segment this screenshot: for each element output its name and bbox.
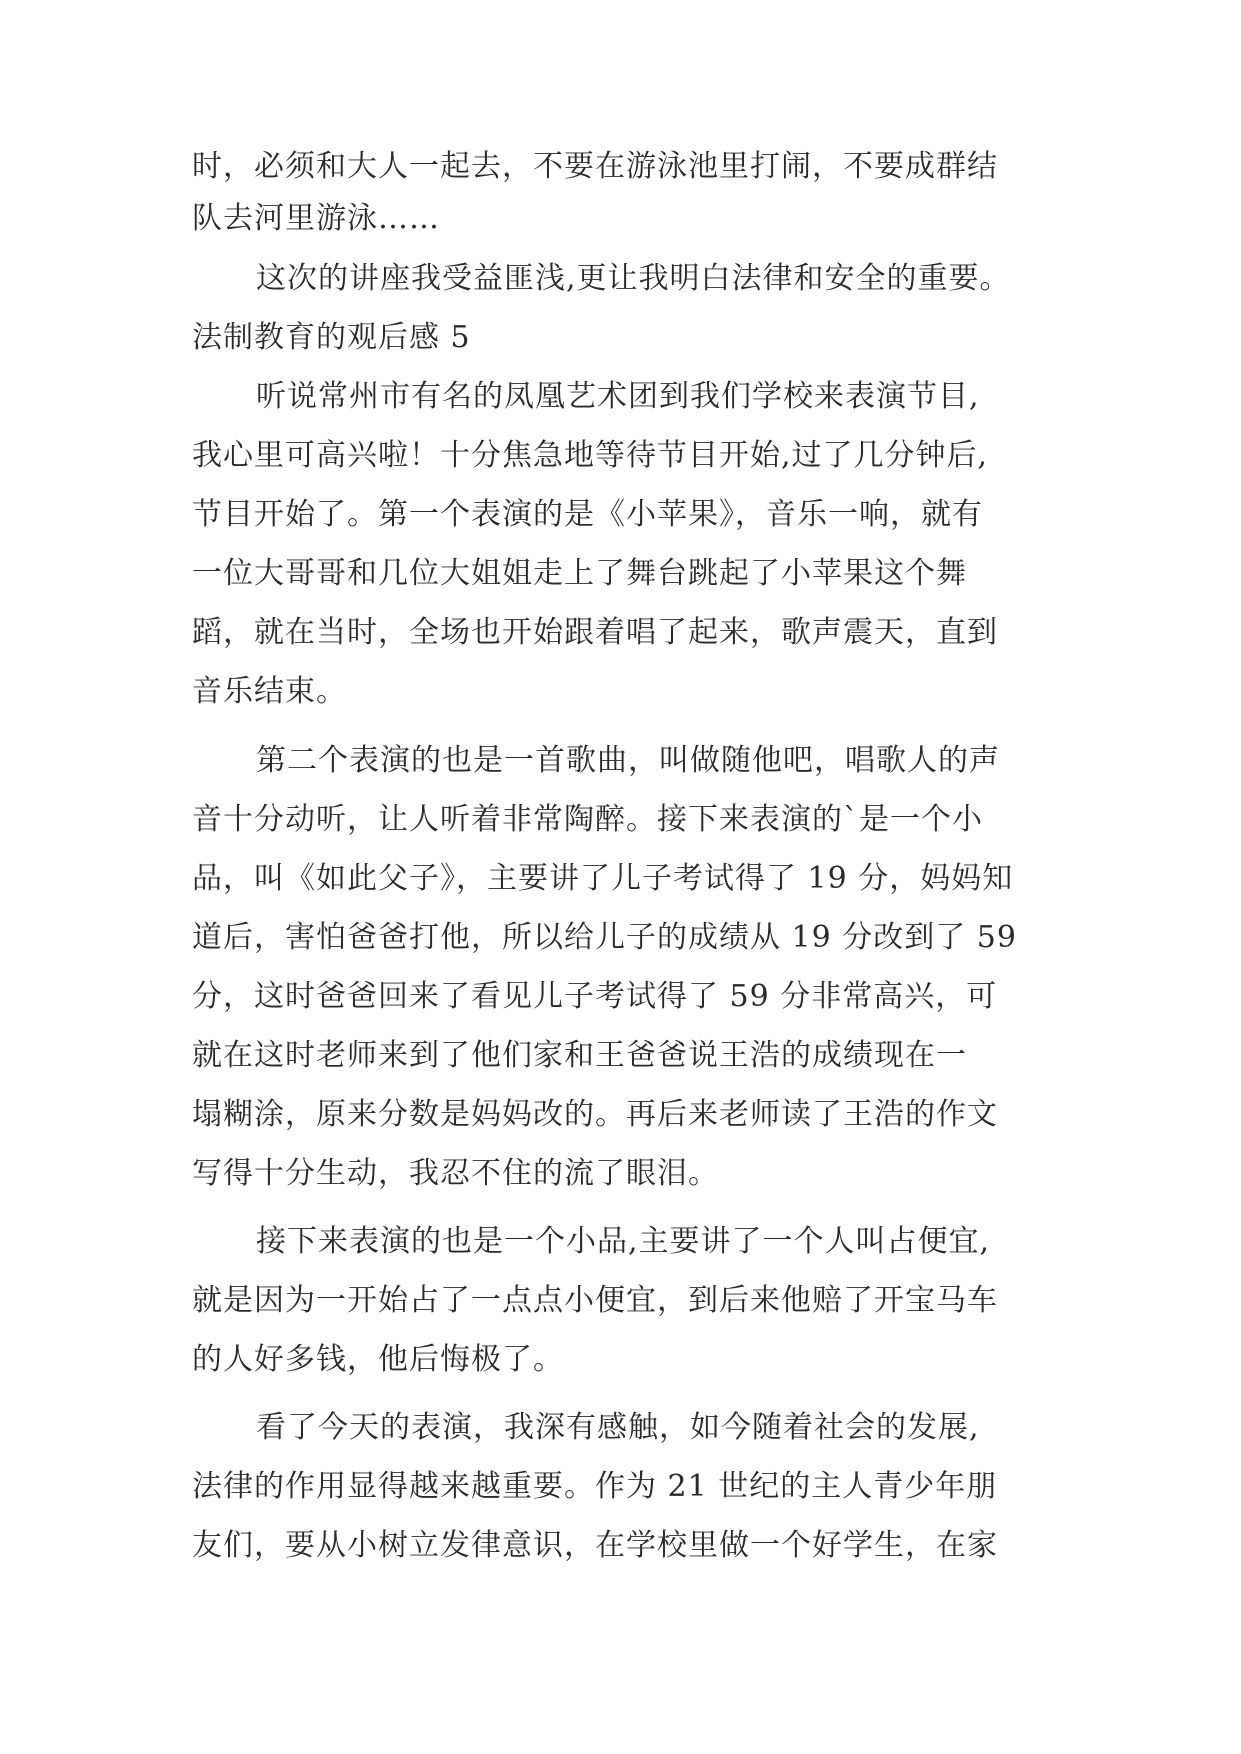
- text-line: 一位大哥哥和几位大姐姐走上了舞台跳起了小苹果这个舞: [192, 556, 967, 591]
- text-line: 就是因为一开始占了一点点小便宜，到后来他赔了开宝马车: [192, 1283, 998, 1318]
- text-line: 听说常州市有名的凤凰艺术团到我们学校来表演节目,: [256, 379, 980, 414]
- text-line: 就在这时老师来到了他们家和王爸爸说王浩的成绩现在一: [192, 1038, 967, 1073]
- text-line: 看了今天的表演，我深有感触，如今随着社会的发展,: [256, 1410, 980, 1445]
- text-line: 品，叫《如此父子》，主要讲了儿子考试得了 19 分，妈妈知: [192, 861, 1014, 896]
- section-heading: 法制教育的观后感 5: [192, 320, 471, 355]
- text-line: 这次的讲座我受益匪浅,更让我明白法律和安全的重要。: [256, 261, 1011, 296]
- text-line: 队去河里游泳……: [192, 201, 440, 236]
- text-line: 友们，要从小树立发律意识，在学校里做一个好学生，在家: [192, 1528, 998, 1563]
- text-line: 道后，害怕爸爸打他，所以给儿子的成绩从 19 分改到了 59: [192, 920, 1017, 955]
- text-line: 第二个表演的也是一首歌曲，叫做随他吧，唱歌人的声: [256, 743, 1000, 778]
- text-line: 接下来表演的也是一个小品,主要讲了一个人叫占便宜,: [256, 1224, 991, 1259]
- text-line: 音十分动听，让人听着非常陶醉。接下来表演的`是一个小: [192, 802, 983, 837]
- text-line: 时，必须和大人一起去，不要在游泳池里打闹，不要成群结: [192, 149, 998, 184]
- text-line: 分，这时爸爸回来了看见儿子考试得了 59 分非常高兴，可: [192, 979, 998, 1014]
- text-line: 我心里可高兴啦！十分焦急地等待节目开始,过了几分钟后,: [192, 438, 989, 473]
- text-line: 蹈，就在当时，全场也开始跟着唱了起来，歌声震天，直到: [192, 615, 998, 650]
- text-line: 节目开始了。第一个表演的是《小苹果》，音乐一响，就有: [192, 497, 983, 532]
- text-line: 的人好多钱，他后悔极了。: [192, 1342, 564, 1377]
- text-line: 音乐结束。: [192, 674, 347, 709]
- text-line: 法律的作用显得越来越重要。作为 21 世纪的主人青少年朋: [192, 1469, 998, 1504]
- text-line: 写得十分生动，我忍不住的流了眼泪。: [192, 1156, 719, 1191]
- text-line: 塌糊涂，原来分数是妈妈改的。再后来老师读了王浩的作文: [192, 1097, 998, 1132]
